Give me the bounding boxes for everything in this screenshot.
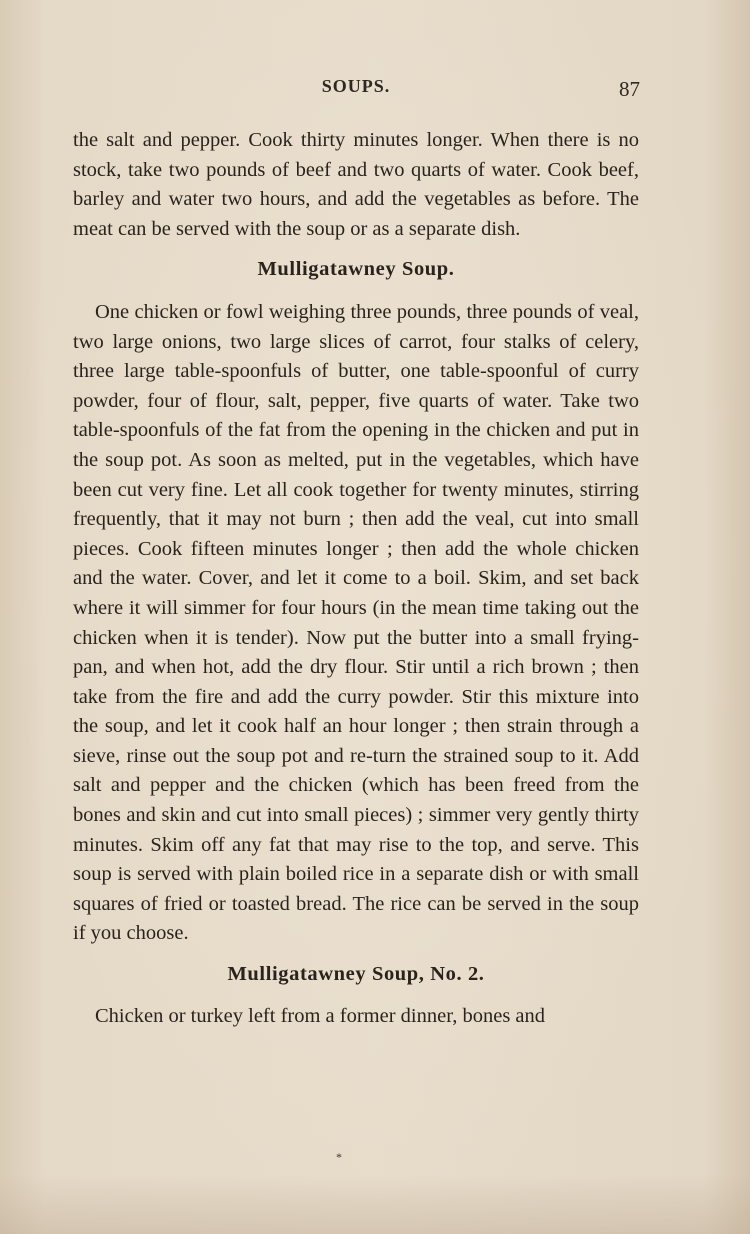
page-number: 87 xyxy=(619,77,640,101)
recipe-paragraph-mulligatawney: One chicken or fowl weighing three pounds, three pounds of veal, two large onions, two large slices of carrot, four stalks of celery, three large table-spoonfuls of butter, one table-spoonful of curry powder, four of flour, salt, pepper, five quarts of water. Take two table-spoonfuls of the fat from the opening in the chicken and put in the soup pot. As soon as melted, put in the vegetables, which have been cut very fine. Let all cook together for twenty minutes, stirring frequently, that it may not burn ; then add the veal, cut into small pieces. Cook fifteen minutes longer ; then add the whole chicken and the water. Cover, and let it come to a boil. Skim, and set back where it will simmer for four hours (in the mean time taking out the chicken when it is tender). Now put the butter into a small frying-pan, and when hot, add the dry flour. Stir until a rich brown ; then take from the fire and add the curry powder. Stir this mixture into the soup, and let it cook half an hour longer ; then strain through a sieve, rinse out the soup pot and re-turn the strained soup to it. Add salt and pepper and the chicken (which has been freed from the bones and skin and cut into small pieces) ; simmer very gently thirty minutes. Skim off any fat that may rise to the top, and serve. This soup is served with plain boiled rice in a separate dish or with small squares of fried or toasted bread. The rice can be served in the soup if you choose. xyxy=(73,300,639,945)
recipe-heading-mulligatawney: Mulligatawney Soup. xyxy=(257,258,455,281)
page-body xyxy=(73,126,639,1031)
running-title: SOUPS. xyxy=(321,76,391,96)
signature-mark: * xyxy=(336,1150,342,1164)
recipe-heading-mulligatawney-no-2: Mulligatawney Soup, No. 2. xyxy=(227,963,485,986)
intro-paragraph: the salt and pepper. Cook thirty minutes longer. When there is no stock, take two pounds of beef and two quarts of water. Cook beef, barley and water two hours, and add the vegetables as before. The meat can be served with the soup or as a separate dish. xyxy=(73,129,639,240)
running-head xyxy=(72,76,640,102)
recipe-paragraph-mulligatawney-no-2: Chicken or turkey left from a former dinner, bones and xyxy=(95,1004,546,1027)
